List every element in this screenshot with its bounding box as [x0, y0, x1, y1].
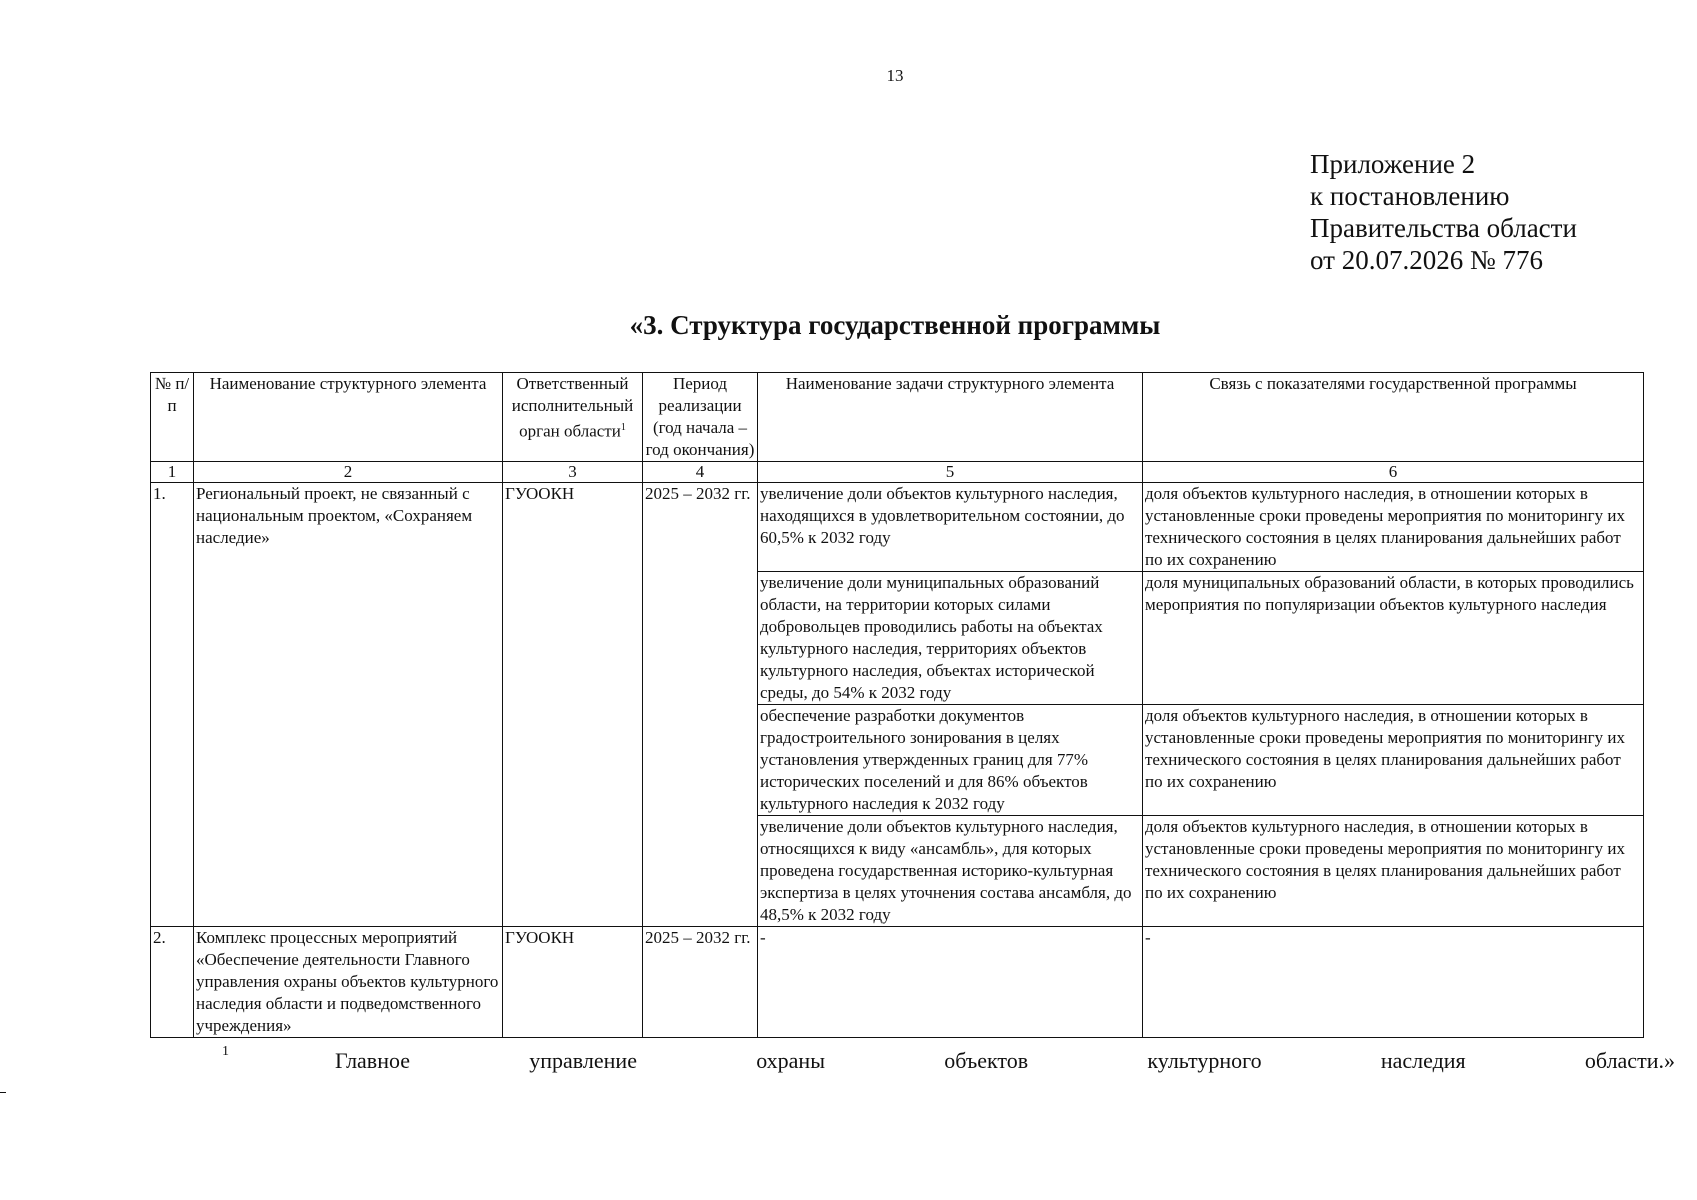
footnote-mark: 1	[222, 1044, 229, 1059]
task-cell: увеличение доли объектов культурного наследия, относящихся к виду «ансамбль», для которых проведена государственная историко-культурная экспертиза в целях уточнения состава ансамбля, до 48,5% к 2032 году	[758, 816, 1143, 927]
header-cell-name: Наименование структурного элемента	[194, 373, 503, 462]
document-title: «3. Структура государственной программы	[629, 310, 1161, 340]
appendix-block	[1310, 148, 1577, 276]
table-row	[151, 483, 1644, 572]
row-num-cell: 2.	[151, 927, 194, 1038]
appendix-line: Правительства области	[1310, 213, 1577, 243]
header-cell-organ	[503, 373, 643, 462]
column-number: 1	[151, 462, 194, 483]
column-number: 2	[194, 462, 503, 483]
element-name-cell: Региональный проект, не связанный с национальным проектом, «Сохраняем наследие»	[194, 483, 503, 927]
footnote-ref: 1	[620, 422, 626, 433]
task-cell: обеспечение разработки документов градостроительного зонирования в целях установления утвержденных границ для 77% исторических поселений и для 86% объектов культурного наследия к 2032 году	[758, 705, 1143, 816]
indicator-cell: доля муниципальных образований области, в которых проводились мероприятия по популяризации объектов культурного наследия	[1143, 572, 1644, 705]
organ-cell: ГУООКН	[503, 927, 643, 1038]
table-header-row	[151, 373, 1644, 462]
table-row	[151, 927, 1644, 1038]
footnote-word: объектов	[944, 1048, 1029, 1073]
period-cell: 2025 – 2032 гг.	[643, 927, 758, 1038]
footnote-word: наследия	[1380, 1048, 1466, 1073]
header-cell-period: Период реализации (год начала – год окончания)	[643, 373, 758, 462]
column-number: 3	[503, 462, 643, 483]
footnote-word: управление	[529, 1048, 637, 1073]
appendix-line: к постановлению	[1310, 181, 1510, 211]
task-cell: увеличение доли объектов культурного наследия, находящихся в удовлетворительном состоянии, до 60,5% к 2032 году	[758, 483, 1143, 572]
margin-mark	[0, 1092, 6, 1093]
footnote-text	[335, 1048, 1675, 1074]
column-number: 5	[758, 462, 1143, 483]
footnote-word: Главное	[335, 1048, 411, 1073]
appendix-line: от 20.07.2026 № 776	[1310, 245, 1543, 275]
page-number: 13	[886, 66, 904, 85]
footnote-word: области.»	[1584, 1048, 1675, 1073]
structure-table	[150, 372, 1644, 1038]
header-cell-task: Наименование задачи структурного элемента	[758, 373, 1143, 462]
header-cell-indicator: Связь с показателями государственной программы	[1143, 373, 1644, 462]
header-organ-text: Ответственный исполнительный орган области	[511, 374, 634, 441]
column-number-row	[151, 462, 1644, 483]
organ-cell: ГУООКН	[503, 483, 643, 927]
indicator-cell: доля объектов культурного наследия, в отношении которых в установленные сроки проведены мероприятия по мониторингу их технического состояния в целях планирования дальнейших работ по их сохранению	[1143, 705, 1644, 816]
task-cell: увеличение доли муниципальных образований области, на территории которых силами добровольцев проводились работы на объектах культурного наследия, территориях объектов культурного наследия, объектах исторической среды, до 54% к 2032 году	[758, 572, 1143, 705]
task-cell: -	[758, 927, 1143, 1038]
row-num-cell: 1.	[151, 483, 194, 927]
appendix-line: Приложение 2	[1310, 149, 1476, 179]
period-cell: 2025 – 2032 гг.	[643, 483, 758, 927]
header-cell-num: № п/п	[151, 373, 194, 462]
indicator-cell: доля объектов культурного наследия, в отношении которых в установленные сроки проведены мероприятия по мониторингу их технического состояния в целях планирования дальнейших работ по их сохранению	[1143, 816, 1644, 927]
footnote-word: охраны	[756, 1048, 825, 1073]
indicator-cell: доля объектов культурного наследия, в отношении которых в установленные сроки проведены мероприятия по мониторингу их технического состояния в целях планирования дальнейших работ по их сохранению	[1143, 483, 1644, 572]
column-number: 6	[1143, 462, 1644, 483]
column-number: 4	[643, 462, 758, 483]
element-name-cell: Комплекс процессных мероприятий «Обеспечение деятельности Главного управления охраны объектов культурного наследия области и подведомственного учреждения»	[194, 927, 503, 1038]
footnote-word: культурного	[1147, 1048, 1262, 1073]
indicator-cell: -	[1143, 927, 1644, 1038]
